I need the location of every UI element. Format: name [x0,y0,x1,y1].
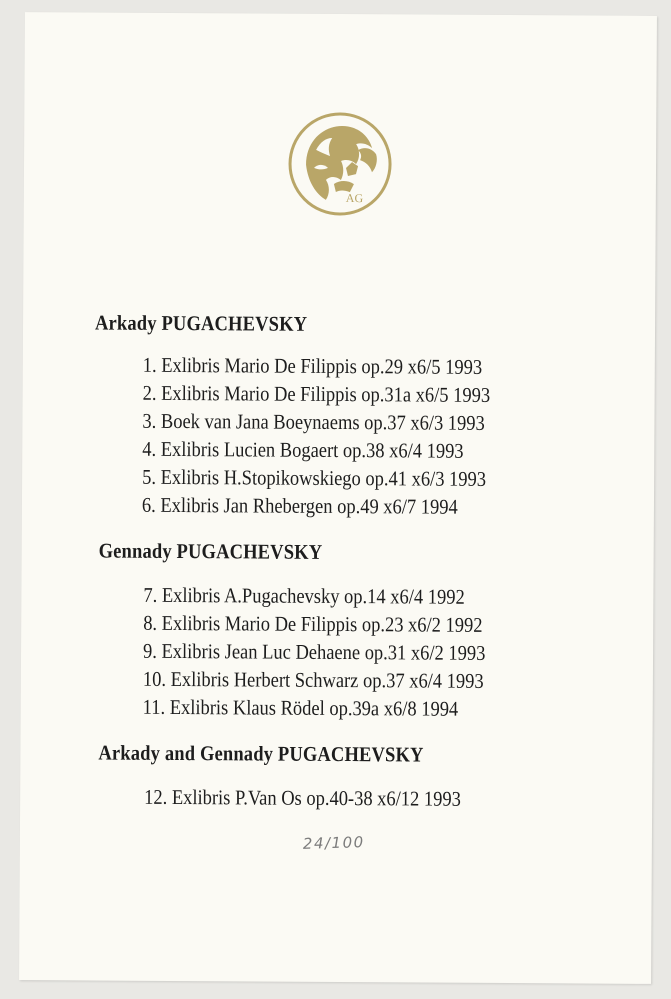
section-heading-arkady-and-gennady: Arkady and Gennady PUGACHEVSKY [98,740,424,767]
list-item: 8. Exlibris Mario De Filippis op.23 x6/2 1992 [143,610,483,637]
list-item: 5. Exlibris H.Stopikowskiego op.41 x6/3 1993 [142,464,487,491]
section-heading-arkady: Arkady PUGACHEVSKY [94,310,308,336]
list-item: 3. Boek van Jana Boeynaems op.37 x6/3 1993 [142,408,485,435]
section-heading-gennady: Gennady PUGACHEVSKY [98,538,323,564]
list-item: 7. Exlibris A.Pugachevsky op.14 x6/4 1992 [143,582,465,609]
list-item: 4. Exlibris Lucien Bogaert op.38 x6/4 1993 [142,436,464,463]
list-item: 2. Exlibris Mario De Filippis op.31a x6/5 1993 [142,380,491,407]
list-item: 11. Exlibris Klaus Rödel op.39a x6/8 1994 [142,694,459,721]
list-item: 6. Exlibris Jan Rhebergen op.49 x6/7 1994 [141,492,458,519]
list-item: 9. Exlibris Jean Luc Dehaene op.31 x6/2 1993 [142,638,486,665]
list-item: 10. Exlibris Herbert Schwarz op.37 x6/4 1993 [142,666,484,693]
list-item: 12. Exlibris P.Van Os op.40-38 x6/12 1993 [144,784,461,811]
list-item: 1. Exlibris Mario De Filippis op.29 x6/5 1993 [142,352,483,379]
lion-head-monogram-icon [286,110,395,219]
handwritten-edition-note: 24/100 [302,833,365,853]
document-sheet [19,12,657,984]
svg-text:AG: AG [345,191,364,206]
